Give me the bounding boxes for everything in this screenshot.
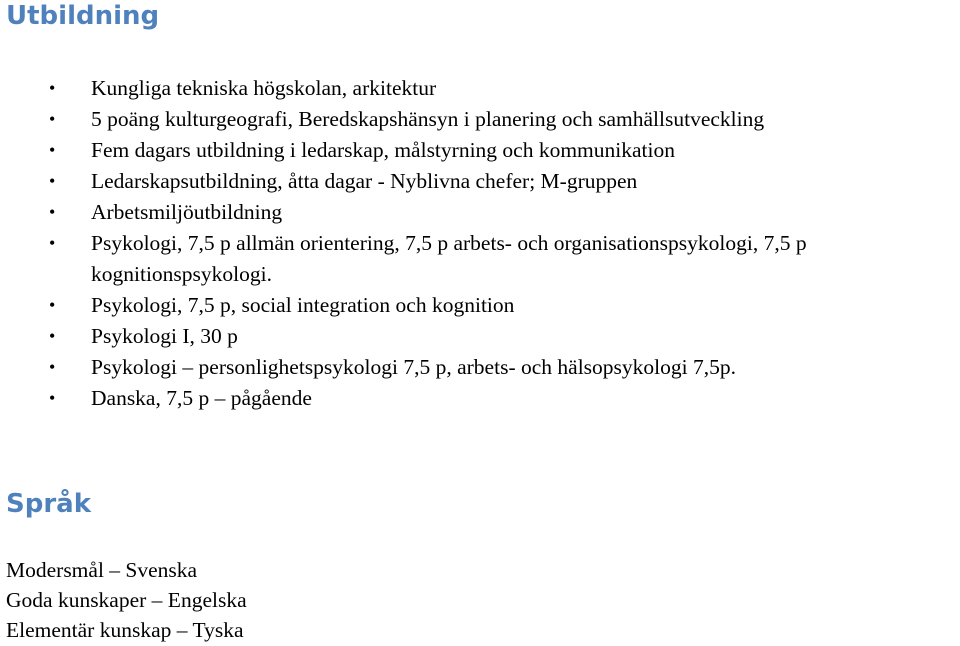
bullet-icon: • — [49, 326, 56, 346]
language-list — [6, 555, 247, 645]
list-item-text: Psykologi, 7,5 p, social integration och kognition — [91, 293, 515, 317]
list-item-text: Psykologi I, 30 p — [91, 324, 238, 348]
bullet-icon: • — [49, 295, 56, 315]
language-line: Elementär kunskap – Tyska — [6, 618, 244, 642]
list-item — [0, 135, 960, 166]
list-item-text: Arbetsmiljöutbildning — [91, 200, 283, 224]
bullet-icon: • — [49, 140, 56, 160]
list-item — [0, 228, 960, 290]
list-item-text: Psykologi – personlighetspsykologi 7,5 p, arbets- och hälsopsykologi 7,5p. — [91, 355, 736, 379]
bullet-icon: • — [49, 78, 56, 98]
section-heading-sprak: Språk — [6, 489, 91, 519]
list-item-text: 5 poäng kulturgeografi, Beredskapshänsyn i planering och samhällsutveckling — [91, 107, 765, 131]
bullet-icon: • — [49, 171, 56, 191]
list-item-text: Fem dagars utbildning i ledarskap, målstyrning och kommunikation — [91, 138, 675, 162]
bullet-icon: • — [49, 202, 56, 222]
list-item — [0, 197, 960, 228]
bullet-icon: • — [49, 233, 56, 253]
list-item-text: Ledarskapsutbildning, åtta dagar - Nyblivna chefer; M-gruppen — [91, 169, 638, 193]
bullet-icon: • — [49, 357, 56, 377]
bullet-icon: • — [49, 109, 56, 129]
list-item — [0, 383, 960, 414]
list-item — [0, 73, 960, 104]
education-list — [0, 73, 960, 414]
list-item-text: Kungliga tekniska högskolan, arkitektur — [91, 76, 437, 100]
language-line: Goda kunskaper – Engelska — [6, 588, 247, 612]
language-line: Modersmål – Svenska — [6, 558, 198, 582]
list-item — [0, 166, 960, 197]
section-heading-utbildning: Utbildning — [6, 1, 160, 31]
list-item — [0, 352, 960, 383]
bullet-icon: • — [49, 388, 56, 408]
list-item-text: Psykologi, 7,5 p allmän orientering, 7,5 p arbets- och organisationspsykologi, 7,5 p kognitionspsykologi. — [91, 231, 807, 286]
list-item — [0, 290, 960, 321]
list-item — [0, 321, 960, 352]
list-item — [0, 104, 960, 135]
list-item-text: Danska, 7,5 p – pågående — [91, 386, 312, 410]
